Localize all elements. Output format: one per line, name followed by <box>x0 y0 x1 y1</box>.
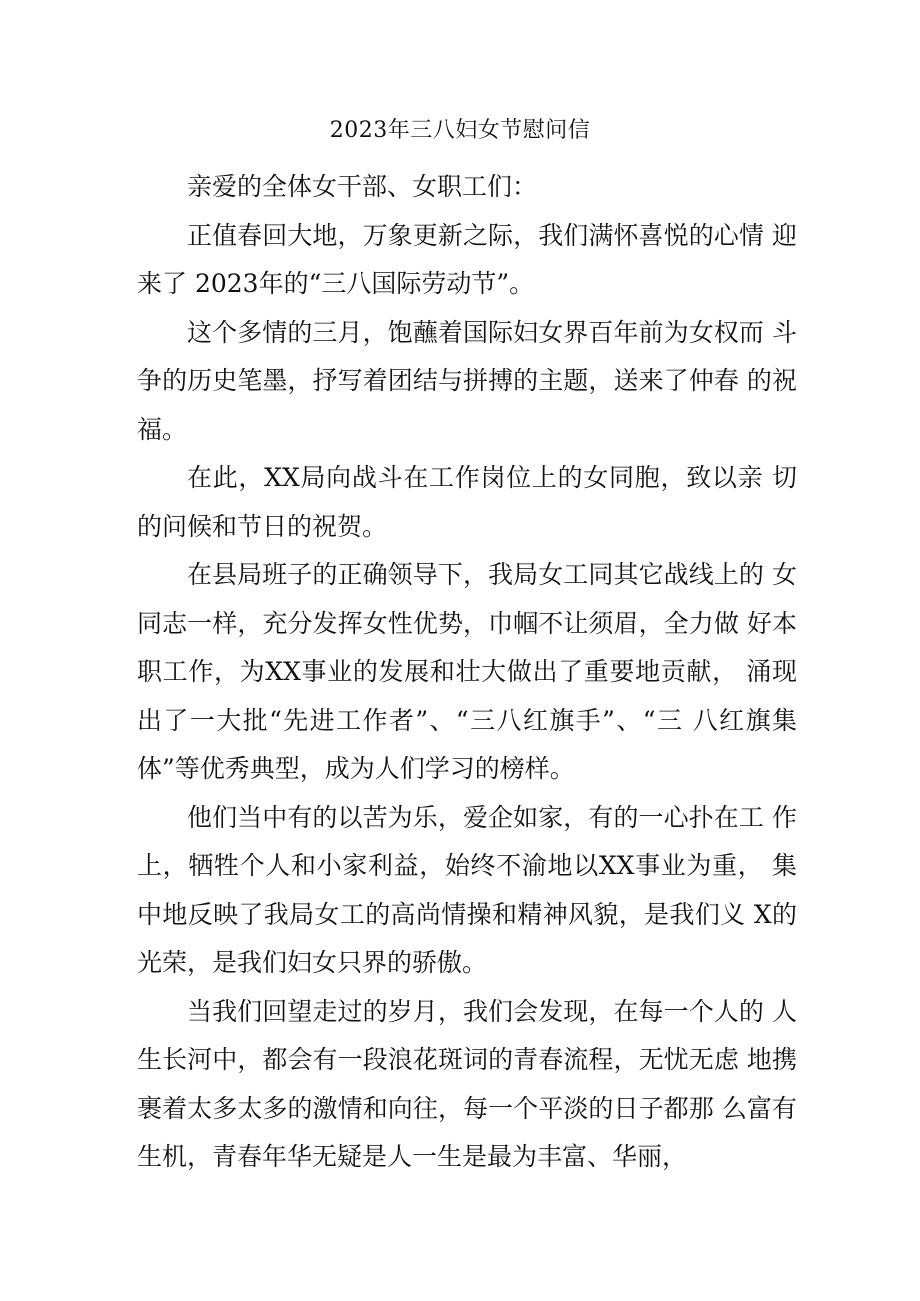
paragraph: 在县局班子的正确领导下，我局女工同其它战线上的 女同志一样，充分发挥女性优势，巾帼不让须眉，全力做 好本职工作，为XX事业的发展和壮大做出了重要地贡献， 涌现出了一大批“先进工作者”、“三八红旗手”、“三 八红旗集体”等优秀典型，成为人们学习的榜样。 <box>137 560 797 783</box>
paragraph: 这个多情的三月，饱蘸着国际妇女界百年前为女权而 斗争的历史笔墨，抒写着团结与拼搏的主题，送来了仲春 的祝福。 <box>137 317 797 444</box>
paragraph: 他们当中有的以苦为乐，爱企如家，有的一心扑在工 作上，牺牲个人和小家利益，始终不渝地以XX事业为重， 集中地反映了我局女工的高尚情操和精神风貌，是我们义 X的光荣，是我们妇女只界的骄傲。 <box>137 802 797 977</box>
paragraph: 正值春回大地，万象更新之际，我们满怀喜悦的心情 迎来了 2023年的“三八国际劳动节”。 <box>137 220 797 298</box>
paragraph: 在此，XX局向战斗在工作岗位上的女同胞，致以亲 切的问候和节日的祝贺。 <box>137 463 797 541</box>
paragraph: 当我们回望走过的岁月，我们会发现，在每一个人的 人生长河中，都会有一段浪花斑词的青春流程，无忧无虑 地携裹着太多太多的激情和向往，每一个平淡的日子都那 么富有生机，青春年华无疑是人一生是最为丰富、华丽， <box>137 996 797 1171</box>
salutation: 亲爱的全体女干部、女职工们： <box>187 172 538 201</box>
document-body <box>137 163 797 1182</box>
document-title: 2023年三八妇女节慰问信 <box>329 118 591 143</box>
